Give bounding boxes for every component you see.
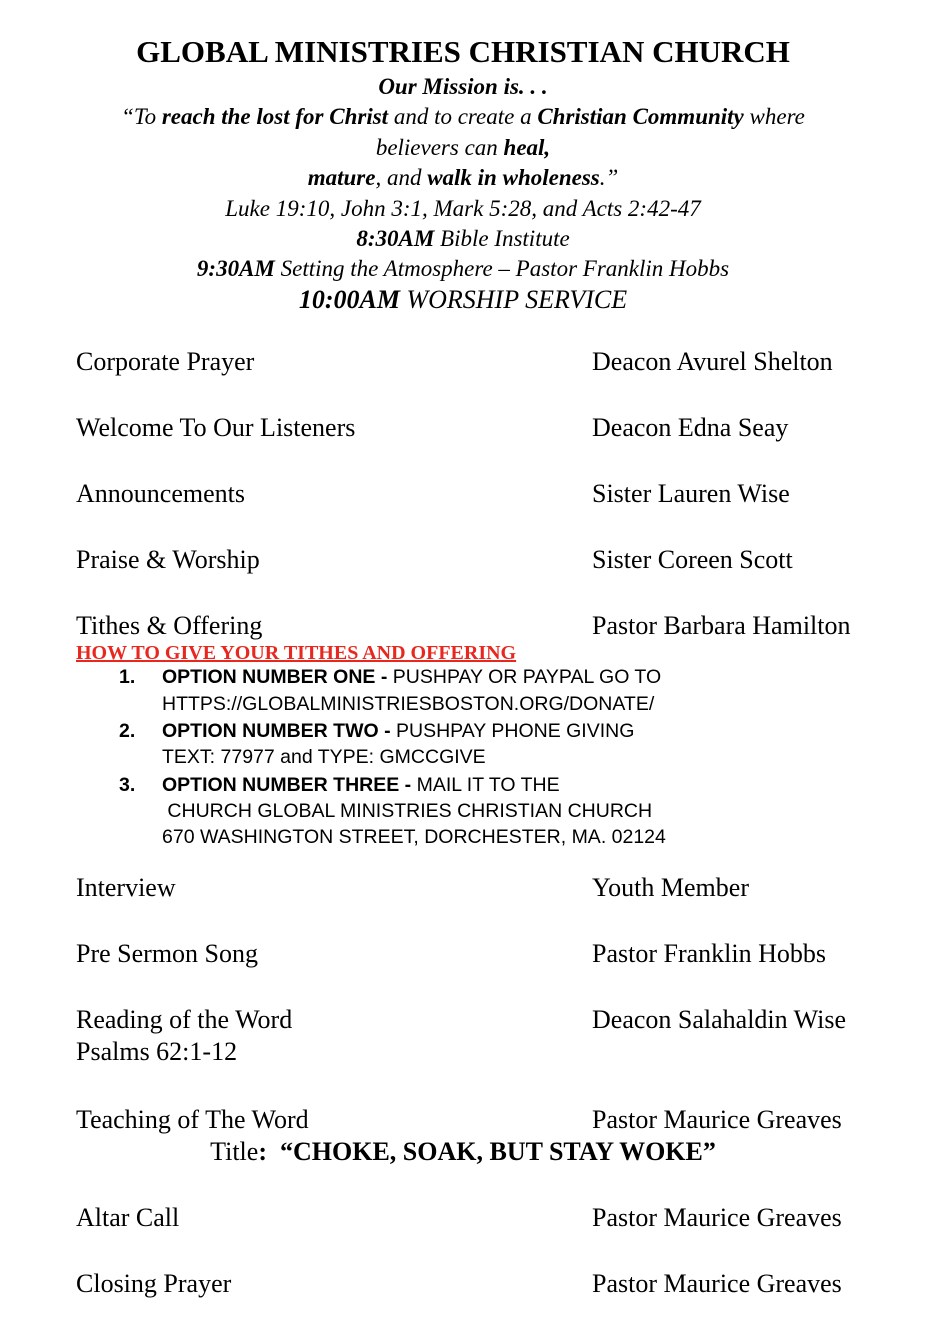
- option-one-text: OPTION NUMBER ONE - PUSHPAY OR PAYPAL GO TO: [162, 666, 662, 688]
- donate-url[interactable]: HTTPS://GLOBALMINISTRIESBOSTON.ORG/DONATE/: [162, 693, 655, 715]
- program-item: Reading of the Word: [76, 1005, 293, 1034]
- program-leader: Deacon Edna Seay: [592, 413, 789, 442]
- text-giving-instructions: TEXT: 77977 and TYPE: GMCCGIVE: [162, 746, 486, 768]
- program-item: Closing Prayer: [76, 1269, 232, 1298]
- mission-statement-line-3: mature, and walk in wholeness.”: [307, 165, 619, 190]
- program-leader: Pastor Barbara Hamilton: [592, 611, 851, 640]
- program-item: Teaching of The Word: [76, 1105, 309, 1134]
- program-leader: Deacon Salahaldin Wise: [592, 1005, 847, 1034]
- option-number: 2.: [119, 720, 136, 742]
- mail-address: 670 WASHINGTON STREET, DORCHESTER, MA. 02124: [162, 826, 666, 848]
- scripture-reading: Psalms 62:1-12: [76, 1037, 238, 1066]
- option-three-text: OPTION NUMBER THREE - MAIL IT TO THE: [162, 774, 560, 796]
- program-leader: Deacon Avurel Shelton: [592, 347, 833, 376]
- program-leader: Youth Member: [592, 873, 749, 902]
- sermon-title: Title: “CHOKE, SOAK, BUT STAY WOKE”: [210, 1137, 716, 1166]
- program-leader: Pastor Maurice Greaves: [592, 1105, 842, 1134]
- schedule-bible-institute: 8:30AM Bible Institute: [356, 226, 570, 251]
- program-leader: Pastor Maurice Greaves: [592, 1203, 842, 1232]
- schedule-worship-service: 10:00AM WORSHIP SERVICE: [298, 285, 628, 314]
- mission-heading: Our Mission is. . .: [378, 74, 548, 99]
- mail-recipient: CHURCH GLOBAL MINISTRIES CHRISTIAN CHURCH: [162, 800, 653, 822]
- program-item: Tithes & Offering: [76, 611, 263, 640]
- schedule-setting-atmosphere: 9:30AM Setting the Atmosphere – Pastor Franklin Hobbs: [196, 256, 730, 281]
- program-leader: Pastor Franklin Hobbs: [592, 939, 826, 968]
- program-leader: Pastor Maurice Greaves: [592, 1269, 842, 1298]
- program-item: Interview: [76, 873, 176, 902]
- mission-statement-line-2: believers can heal,: [375, 135, 551, 160]
- option-number: 1.: [119, 666, 136, 688]
- program-item: Pre Sermon Song: [76, 939, 258, 968]
- program-item: Altar Call: [76, 1203, 180, 1232]
- church-name: GLOBAL MINISTRIES CHRISTIAN CHURCH: [136, 34, 790, 69]
- program-item: Praise & Worship: [76, 545, 260, 574]
- program-item: Announcements: [76, 479, 245, 508]
- option-two-text: OPTION NUMBER TWO - PUSHPAY PHONE GIVING: [162, 720, 635, 742]
- program-leader: Sister Lauren Wise: [592, 479, 790, 508]
- program-item: Welcome To Our Listeners: [76, 413, 356, 442]
- program-item: Corporate Prayer: [76, 347, 255, 376]
- option-number: 3.: [119, 774, 136, 796]
- giving-heading: HOW TO GIVE YOUR TITHES AND OFFERING: [76, 642, 517, 664]
- program-leader: Sister Coreen Scott: [592, 545, 793, 574]
- scripture-references: Luke 19:10, John 3:1, Mark 5:28, and Acts 2:42-47: [225, 196, 701, 221]
- mission-statement-line-1: “To reach the lost for Christ and to create a Christian Community where: [121, 104, 805, 129]
